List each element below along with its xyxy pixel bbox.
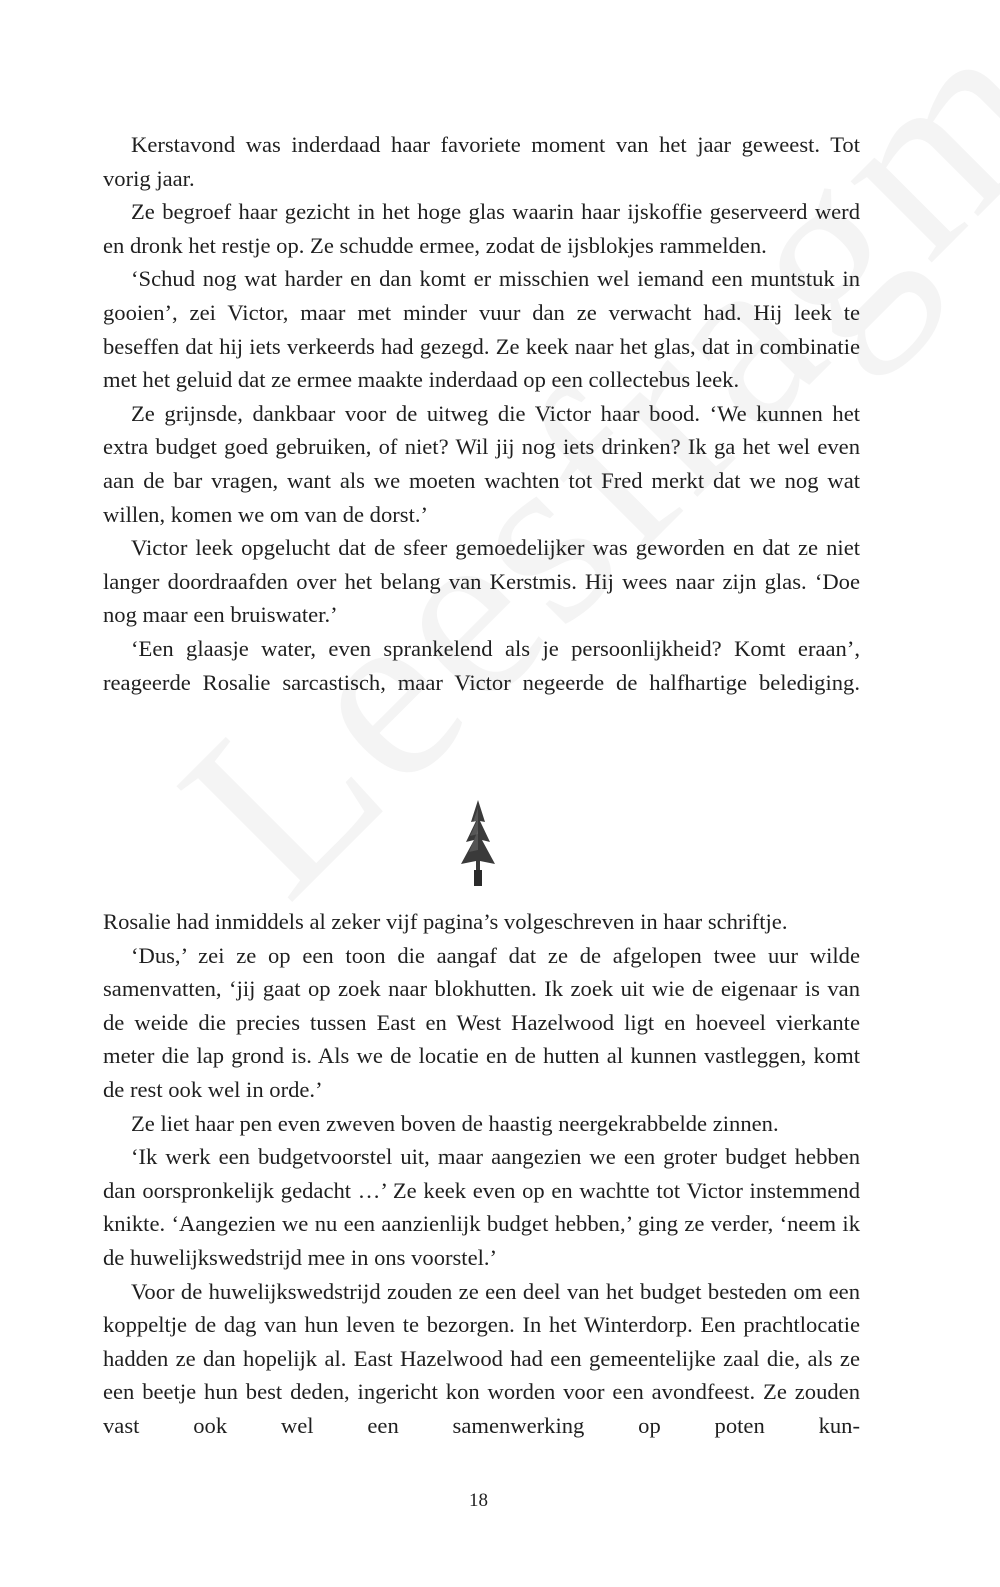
paragraph: Ze grijnsde, dankbaar voor de uitweg die Victor haar bood. ‘We kunnen het extra budget goed gebruiken, of niet? Wil jij nog iets drinken? Ik ga het wel even aan de bar vragen, want als we moeten wachten tot Fred merkt dat we nog wat willen, komen we om van de dorst.’ <box>103 400 860 527</box>
paragraph: Kerstavond was inderdaad haar favoriete moment van het jaar geweest. Tot vorig jaar. <box>103 132 860 191</box>
paragraph: Ze liet haar pen even zweven boven de haastig neergekrabbelde zinnen. <box>131 1110 779 1136</box>
paragraph: ‘Ik werk een budgetvoorstel uit, maar aangezien we een groter budget hebben dan oorspronkelijk gedacht …’ Ze keek even op en wachtte tot Victor instemmend knikte. ‘Aangezien we nu een aanzienlijk budget hebben,’ ging ze verder, ‘neem ik de huwelijkswedstrijd mee in ons voorstel.’ <box>103 1144 860 1270</box>
page-number: 18 <box>469 1490 488 1511</box>
text-section-1 <box>103 128 860 699</box>
paragraph: Ze begroef haar gezicht in het hoge glas waarin haar ijskoffie geserveerd werd en dronk het restje op. Ze schudde ermee, zodat de ijsblokjes rammelden. <box>103 199 860 258</box>
paragraph: ‘Dus,’ zei ze op een toon die aangaf dat ze de afgelopen twee uur wilde samenvatten, ‘jij gaat op zoek naar blokhutten. Ik zoek uit wie de eigenaar is van de weide die precies tussen East en West Hazelwood ligt en hoeveel vierkante meter die lap grond is. Als we de locatie en de hutten al kunnen vastleggen, komt de rest ook wel in orde.’ <box>103 942 860 1102</box>
text-section-2 <box>103 905 860 1443</box>
paragraph: ‘Een glaasje water, even sprankelend als je persoonlijkheid? Komt eraan’, reageerde Rosalie sarcastisch, maar Victor negeerde de halfhartige belediging. <box>103 635 860 695</box>
paragraph: Voor de huwelijkswedstrijd zouden ze een deel van het budget besteden om een koppeltje de dag van hun leven te bezorgen. In het Winterdorp. Een prachtlocatie hadden ze dan hopelijk al. East Hazelwood had een gemeentelijke zaal die, als ze een beetje hun best deden, ingericht kon worden voor een avondfeest. Ze zouden vast ook wel een samenwerking op poten kun- <box>103 1278 860 1438</box>
paragraph: ‘Schud nog wat harder en dan komt er misschien wel iemand een muntstuk in gooien’, zei Victor, maar met minder vuur dan ze verwacht had. Hij leek te beseffen dat hij iets verkeerds had gezegd. Ze keek naar het glas, dat in combinatie met het geluid dat ze ermee maakte inderdaad op een collectebus leek. <box>103 266 860 393</box>
christmas-tree-icon <box>456 800 500 888</box>
paragraph: Rosalie had inmiddels al zeker vijf pagina’s volgeschreven in haar schriftje. <box>103 909 788 934</box>
paragraph: Victor leek opgelucht dat de sfeer gemoedelijker was geworden en dat ze niet langer doordraafden over het belang van Kerstmis. Hij wees naar zijn glas. ‘Doe nog maar een bruiswater.’ <box>103 535 860 628</box>
